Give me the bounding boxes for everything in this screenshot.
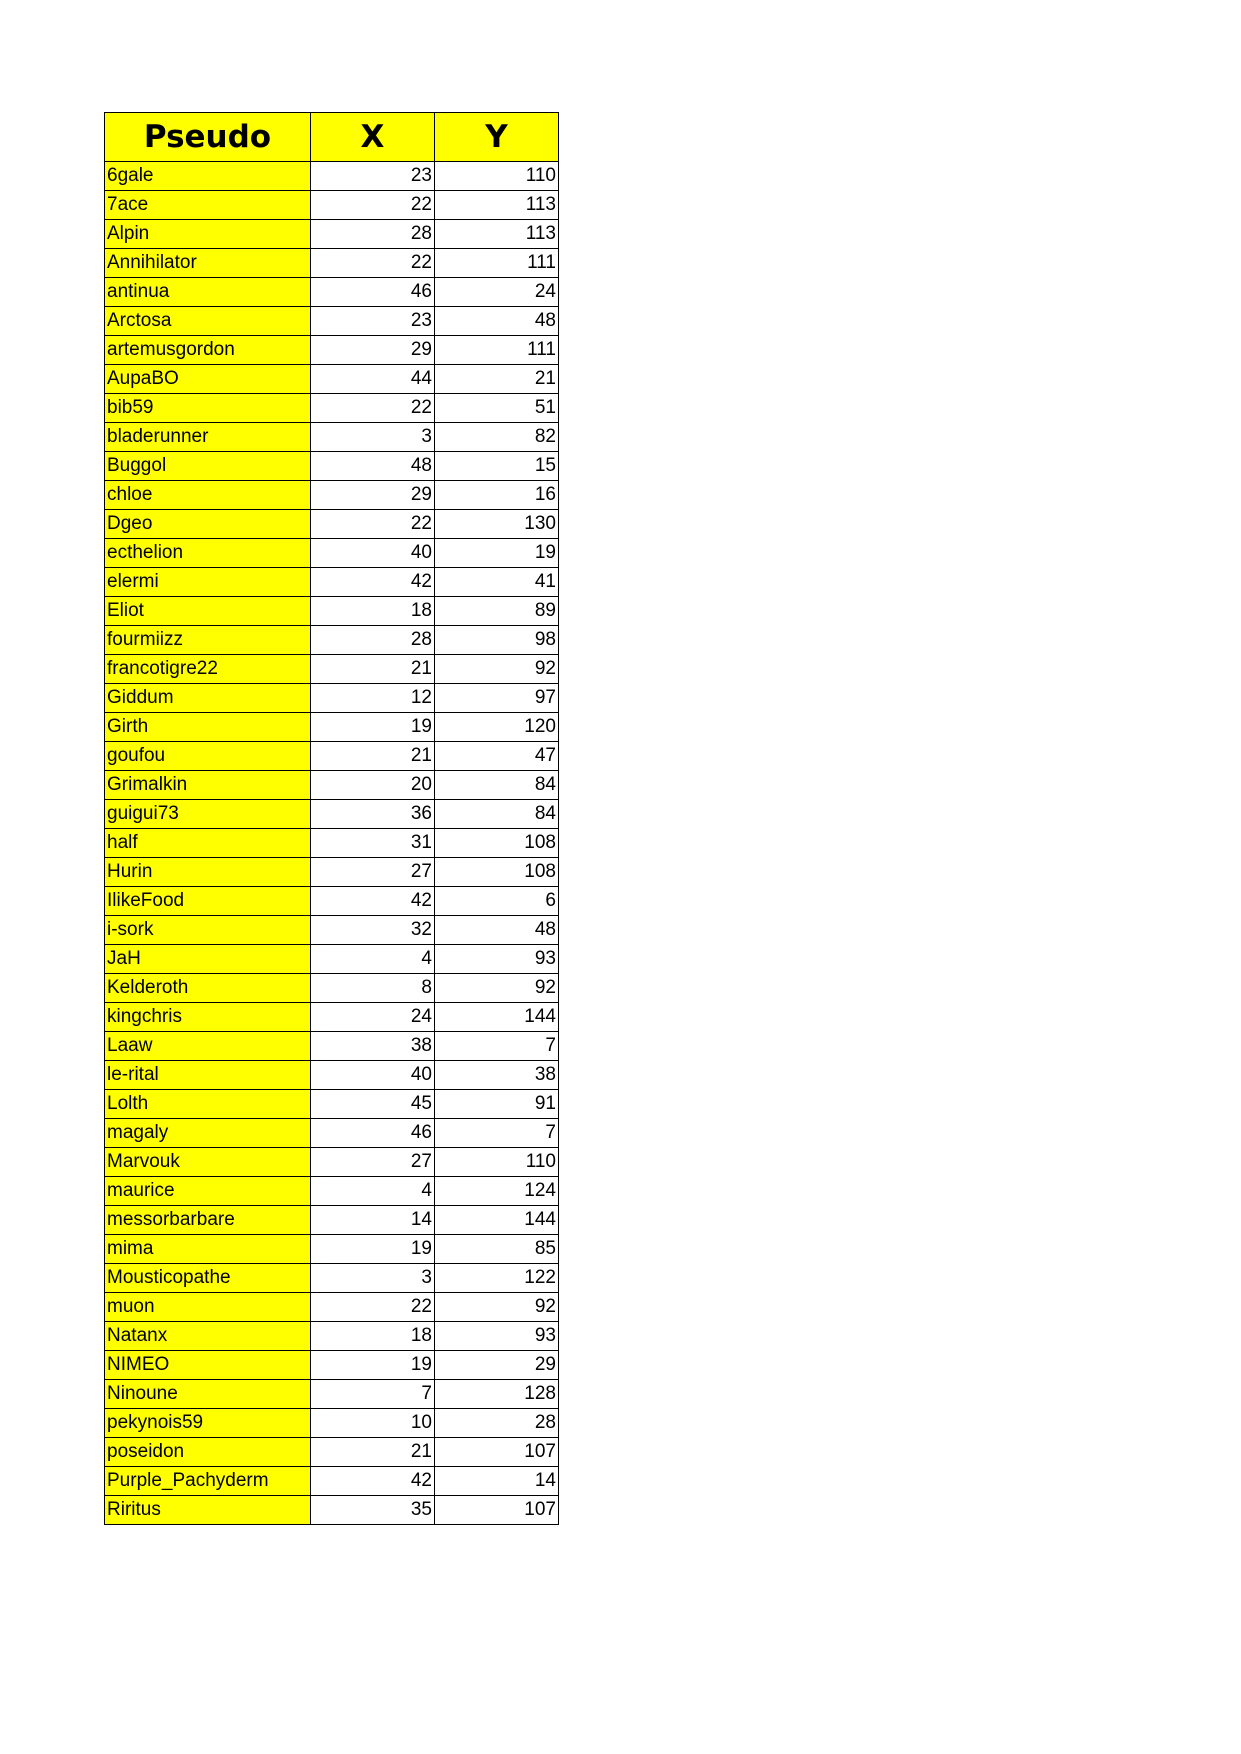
cell-pseudo: 6gale (105, 162, 311, 191)
cell-x: 46 (311, 278, 435, 307)
cell-y: 41 (435, 568, 559, 597)
table-row (105, 1235, 559, 1264)
cell-pseudo: kingchris (105, 1003, 311, 1032)
cell-x: 38 (311, 1032, 435, 1061)
cell-x: 21 (311, 655, 435, 684)
table-row (105, 713, 559, 742)
cell-y: 97 (435, 684, 559, 713)
cell-y: 84 (435, 800, 559, 829)
table-row (105, 220, 559, 249)
cell-pseudo: Hurin (105, 858, 311, 887)
table-row (105, 1032, 559, 1061)
cell-x: 42 (311, 887, 435, 916)
cell-pseudo: antinua (105, 278, 311, 307)
cell-y: 28 (435, 1409, 559, 1438)
cell-x: 40 (311, 1061, 435, 1090)
table-row (105, 1090, 559, 1119)
cell-pseudo: bib59 (105, 394, 311, 423)
cell-y: 85 (435, 1235, 559, 1264)
cell-pseudo: Grimalkin (105, 771, 311, 800)
cell-x: 48 (311, 452, 435, 481)
table-row (105, 684, 559, 713)
table-row (105, 365, 559, 394)
cell-pseudo: pekynois59 (105, 1409, 311, 1438)
table-row (105, 568, 559, 597)
table-row (105, 1061, 559, 1090)
table-row (105, 278, 559, 307)
table-row (105, 1322, 559, 1351)
cell-x: 24 (311, 1003, 435, 1032)
cell-y: 38 (435, 1061, 559, 1090)
header-x: X (311, 113, 435, 162)
table-row (105, 887, 559, 916)
cell-x: 29 (311, 481, 435, 510)
cell-x: 21 (311, 1438, 435, 1467)
cell-pseudo: Mousticopathe (105, 1264, 311, 1293)
cell-x: 18 (311, 1322, 435, 1351)
cell-pseudo: Eliot (105, 597, 311, 626)
cell-pseudo: fourmiizz (105, 626, 311, 655)
cell-x: 23 (311, 162, 435, 191)
cell-y: 93 (435, 945, 559, 974)
cell-y: 98 (435, 626, 559, 655)
cell-y: 128 (435, 1380, 559, 1409)
cell-pseudo: Purple_Pachyderm (105, 1467, 311, 1496)
cell-y: 82 (435, 423, 559, 452)
table-row (105, 1177, 559, 1206)
cell-y: 16 (435, 481, 559, 510)
cell-pseudo: le-rital (105, 1061, 311, 1090)
cell-y: 113 (435, 191, 559, 220)
cell-x: 4 (311, 945, 435, 974)
cell-x: 42 (311, 1467, 435, 1496)
cell-pseudo: chloe (105, 481, 311, 510)
cell-y: 111 (435, 336, 559, 365)
cell-pseudo: Girth (105, 713, 311, 742)
cell-y: 29 (435, 1351, 559, 1380)
table-row (105, 800, 559, 829)
table-row (105, 597, 559, 626)
table-row (105, 1264, 559, 1293)
cell-y: 110 (435, 162, 559, 191)
cell-x: 10 (311, 1409, 435, 1438)
cell-x: 31 (311, 829, 435, 858)
table-row (105, 974, 559, 1003)
table-row (105, 829, 559, 858)
cell-pseudo: ecthelion (105, 539, 311, 568)
cell-y: 144 (435, 1206, 559, 1235)
header-pseudo: Pseudo (105, 113, 311, 162)
cell-pseudo: AupaBO (105, 365, 311, 394)
cell-x: 19 (311, 1235, 435, 1264)
cell-x: 19 (311, 1351, 435, 1380)
cell-pseudo: Annihilator (105, 249, 311, 278)
cell-y: 15 (435, 452, 559, 481)
cell-x: 44 (311, 365, 435, 394)
table-row (105, 162, 559, 191)
cell-x: 42 (311, 568, 435, 597)
cell-y: 113 (435, 220, 559, 249)
cell-x: 35 (311, 1496, 435, 1525)
header-y: Y (435, 113, 559, 162)
cell-pseudo: mima (105, 1235, 311, 1264)
cell-x: 21 (311, 742, 435, 771)
cell-pseudo: artemusgordon (105, 336, 311, 365)
cell-x: 29 (311, 336, 435, 365)
cell-x: 22 (311, 191, 435, 220)
cell-y: 120 (435, 713, 559, 742)
cell-pseudo: maurice (105, 1177, 311, 1206)
cell-x: 40 (311, 539, 435, 568)
cell-y: 122 (435, 1264, 559, 1293)
table-row (105, 307, 559, 336)
cell-pseudo: i-sork (105, 916, 311, 945)
cell-y: 108 (435, 858, 559, 887)
cell-pseudo: Alpin (105, 220, 311, 249)
cell-pseudo: francotigre22 (105, 655, 311, 684)
cell-y: 107 (435, 1438, 559, 1467)
cell-y: 107 (435, 1496, 559, 1525)
cell-x: 19 (311, 713, 435, 742)
table-row (105, 1293, 559, 1322)
cell-y: 124 (435, 1177, 559, 1206)
cell-x: 32 (311, 916, 435, 945)
table-row (105, 1409, 559, 1438)
cell-x: 22 (311, 394, 435, 423)
cell-pseudo: Giddum (105, 684, 311, 713)
cell-x: 14 (311, 1206, 435, 1235)
cell-y: 93 (435, 1322, 559, 1351)
table-row (105, 510, 559, 539)
table-body (105, 162, 559, 1525)
cell-x: 45 (311, 1090, 435, 1119)
cell-pseudo: 7ace (105, 191, 311, 220)
cell-pseudo: JaH (105, 945, 311, 974)
cell-pseudo: half (105, 829, 311, 858)
cell-y: 130 (435, 510, 559, 539)
table-row (105, 539, 559, 568)
cell-pseudo: IlikeFood (105, 887, 311, 916)
table-row (105, 1380, 559, 1409)
cell-x: 22 (311, 249, 435, 278)
cell-y: 111 (435, 249, 559, 278)
table-row (105, 1467, 559, 1496)
table-row (105, 394, 559, 423)
table-row (105, 1351, 559, 1380)
cell-pseudo: NIMEO (105, 1351, 311, 1380)
cell-pseudo: bladerunner (105, 423, 311, 452)
table-row (105, 1148, 559, 1177)
cell-y: 89 (435, 597, 559, 626)
table-row (105, 336, 559, 365)
cell-x: 7 (311, 1380, 435, 1409)
cell-pseudo: Natanx (105, 1322, 311, 1351)
cell-pseudo: Riritus (105, 1496, 311, 1525)
coordinates-table (104, 112, 559, 1525)
table-row (105, 655, 559, 684)
cell-pseudo: Marvouk (105, 1148, 311, 1177)
cell-pseudo: Buggol (105, 452, 311, 481)
table-row (105, 1206, 559, 1235)
table-row (105, 916, 559, 945)
cell-x: 46 (311, 1119, 435, 1148)
cell-x: 18 (311, 597, 435, 626)
cell-y: 14 (435, 1467, 559, 1496)
cell-y: 7 (435, 1119, 559, 1148)
cell-y: 92 (435, 1293, 559, 1322)
table-row (105, 1003, 559, 1032)
table-row (105, 1438, 559, 1467)
cell-pseudo: goufou (105, 742, 311, 771)
cell-x: 28 (311, 220, 435, 249)
cell-x: 27 (311, 858, 435, 887)
cell-y: 7 (435, 1032, 559, 1061)
table-row (105, 1119, 559, 1148)
cell-pseudo: magaly (105, 1119, 311, 1148)
header-row (105, 113, 559, 162)
cell-y: 110 (435, 1148, 559, 1177)
table-row (105, 1496, 559, 1525)
cell-pseudo: Ninoune (105, 1380, 311, 1409)
cell-pseudo: Laaw (105, 1032, 311, 1061)
cell-y: 48 (435, 916, 559, 945)
cell-pseudo: Kelderoth (105, 974, 311, 1003)
cell-x: 22 (311, 510, 435, 539)
cell-y: 6 (435, 887, 559, 916)
cell-x: 27 (311, 1148, 435, 1177)
cell-y: 108 (435, 829, 559, 858)
table-row (105, 423, 559, 452)
cell-y: 19 (435, 539, 559, 568)
cell-x: 20 (311, 771, 435, 800)
cell-pseudo: guigui73 (105, 800, 311, 829)
cell-x: 23 (311, 307, 435, 336)
cell-y: 84 (435, 771, 559, 800)
cell-y: 21 (435, 365, 559, 394)
cell-y: 144 (435, 1003, 559, 1032)
cell-pseudo: Dgeo (105, 510, 311, 539)
table-row (105, 858, 559, 887)
cell-y: 47 (435, 742, 559, 771)
cell-y: 24 (435, 278, 559, 307)
cell-pseudo: Arctosa (105, 307, 311, 336)
cell-pseudo: muon (105, 1293, 311, 1322)
table-row (105, 452, 559, 481)
cell-x: 4 (311, 1177, 435, 1206)
cell-y: 91 (435, 1090, 559, 1119)
table-row (105, 249, 559, 278)
cell-x: 36 (311, 800, 435, 829)
cell-pseudo: poseidon (105, 1438, 311, 1467)
cell-pseudo: elermi (105, 568, 311, 597)
cell-y: 92 (435, 974, 559, 1003)
table-row (105, 191, 559, 220)
table-row (105, 626, 559, 655)
cell-pseudo: Lolth (105, 1090, 311, 1119)
table-row (105, 481, 559, 510)
cell-y: 48 (435, 307, 559, 336)
cell-x: 22 (311, 1293, 435, 1322)
table-row (105, 742, 559, 771)
table-row (105, 771, 559, 800)
table-row (105, 945, 559, 974)
cell-x: 3 (311, 423, 435, 452)
cell-y: 92 (435, 655, 559, 684)
cell-x: 28 (311, 626, 435, 655)
cell-x: 12 (311, 684, 435, 713)
cell-x: 8 (311, 974, 435, 1003)
cell-pseudo: messorbarbare (105, 1206, 311, 1235)
cell-x: 3 (311, 1264, 435, 1293)
cell-y: 51 (435, 394, 559, 423)
